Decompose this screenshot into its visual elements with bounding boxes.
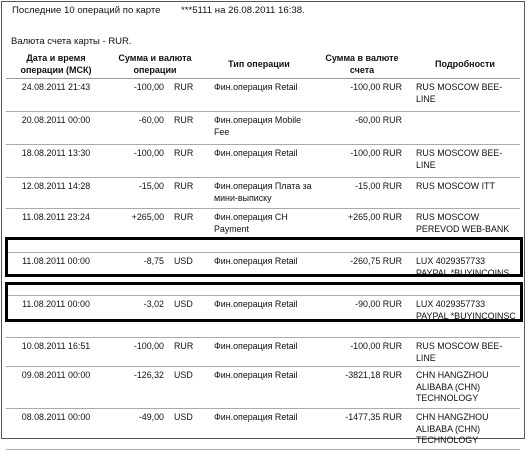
table-row: [6, 145, 520, 178]
column-header-type: Тип операции: [204, 50, 314, 79]
cell-amount: -3,02: [106, 296, 168, 338]
cell-operation-type: Фин.операция CH Payment: [204, 209, 314, 253]
cell-amount: -15,00: [106, 178, 168, 209]
cell-account-sum: -15,00 RUR: [314, 178, 410, 209]
cell-account-sum: -260,75 RUR: [314, 253, 410, 296]
cell-currency: RUR: [168, 338, 204, 367]
cell-operation-type: Фин.операция Retail: [204, 145, 314, 178]
cell-amount: -100,00: [106, 79, 168, 112]
cell-date: 18.08.2011 13:30: [6, 145, 106, 178]
cell-date: 08.08.2011 00:00: [6, 409, 106, 450]
header-title: Последние 10 операций по карте: [12, 5, 161, 16]
cell-amount: -126,32: [106, 367, 168, 409]
column-header-details: Подробности: [410, 50, 520, 79]
cell-currency: RUR: [168, 79, 204, 112]
cell-details: RUS MOSCOW BEE-LINE: [410, 338, 520, 367]
column-header-account-sum: Сумма в валюте счета: [314, 50, 410, 79]
cell-date: 24.08.2011 21:43: [6, 79, 106, 112]
cell-details: CHN HANGZHOU ALIBABA (CHN) TECHNOLOGY: [410, 409, 520, 450]
cell-date: 11.08.2011 00:00: [6, 253, 106, 296]
column-header-amount: Сумма и валюта операции: [106, 50, 204, 79]
cell-operation-type: Фин.операция Retail: [204, 409, 314, 450]
cell-amount: -49,00: [106, 409, 168, 450]
table-row: [6, 296, 520, 338]
cell-account-sum: -90,00 RUR: [314, 296, 410, 338]
cell-currency: RUR: [168, 209, 204, 253]
cell-date: 12.08.2011 14:28: [6, 178, 106, 209]
cell-amount: -100,00: [106, 145, 168, 178]
table-row: [6, 112, 520, 145]
cell-details: RUS MOSCOW BEE-LINE: [410, 79, 520, 112]
cell-account-sum: -60,00 RUR: [314, 112, 410, 145]
cell-details: LUX 4029357733 PAYPAL *BUYINCOINS: [410, 253, 520, 296]
cell-amount: +265,00: [106, 209, 168, 253]
cell-account-sum: -100,00 RUR: [314, 79, 410, 112]
cell-currency: RUR: [168, 178, 204, 209]
cell-currency: RUR: [168, 145, 204, 178]
cell-amount: -100,00: [106, 338, 168, 367]
cell-details: RUS MOSCOW BEE-LINE: [410, 145, 520, 178]
cell-details: [410, 112, 520, 145]
cell-date: 09.08.2011 00:00: [6, 367, 106, 409]
cell-currency: USD: [168, 409, 204, 450]
cell-currency: RUR: [168, 112, 204, 145]
table-row: [6, 209, 520, 253]
cell-date: 10.08.2011 16:51: [6, 338, 106, 367]
cell-date: 11.08.2011 23:24: [6, 209, 106, 253]
cell-operation-type: Фин.операция Retail: [204, 79, 314, 112]
table-row: [6, 338, 520, 367]
cell-account-sum: -100,00 RUR: [314, 145, 410, 178]
cell-date: 20.08.2011 00:00: [6, 112, 106, 145]
header-card-date: ***5111 на 26.08.2011 16:38.: [181, 5, 305, 16]
table-row: [6, 79, 520, 112]
cell-amount: -60,00: [106, 112, 168, 145]
table-row: [6, 409, 520, 450]
table-row: [6, 367, 520, 409]
cell-account-sum: -1477,35 RUR: [314, 409, 410, 450]
table-row: [6, 253, 520, 296]
column-header-date: Дата и время операции (МСК): [6, 50, 106, 79]
cell-currency: USD: [168, 253, 204, 296]
cell-account-sum: -3821,18 RUR: [314, 367, 410, 409]
cell-details: RUS MOSCOW PEREVOD WEB-BANK: [410, 209, 520, 253]
table-row: [6, 178, 520, 209]
cell-currency: USD: [168, 296, 204, 338]
cell-account-sum: -100,00 RUR: [314, 338, 410, 367]
cell-operation-type: Фин.операция Retail: [204, 296, 314, 338]
statement-frame: [1, 1, 525, 445]
cell-operation-type: Фин.операция Mobile Fee: [204, 112, 314, 145]
account-currency-line: Валюта счета карты - RUR.: [11, 36, 132, 47]
cell-details: RUS MOSCOW ITT: [410, 178, 520, 209]
operations-table: [6, 50, 520, 450]
cell-operation-type: Фин.операция Retail: [204, 253, 314, 296]
cell-operation-type: Фин.операция Плата за мини-выписку: [204, 178, 314, 209]
cell-details: CHN HANGZHOU ALIBABA (CHN) TECHNOLOGY: [410, 367, 520, 409]
cell-details: LUX 4029357733 PAYPAL *BUYINCOINSC: [410, 296, 520, 338]
cell-currency: USD: [168, 367, 204, 409]
cell-account-sum: +265,00 RUR: [314, 209, 410, 253]
cell-operation-type: Фин.операция Retail: [204, 367, 314, 409]
cell-amount: -8,75: [106, 253, 168, 296]
table-header-row: [6, 50, 520, 79]
cell-date: 11.08.2011 00:00: [6, 296, 106, 338]
cell-operation-type: Фин.операция Retail: [204, 338, 314, 367]
